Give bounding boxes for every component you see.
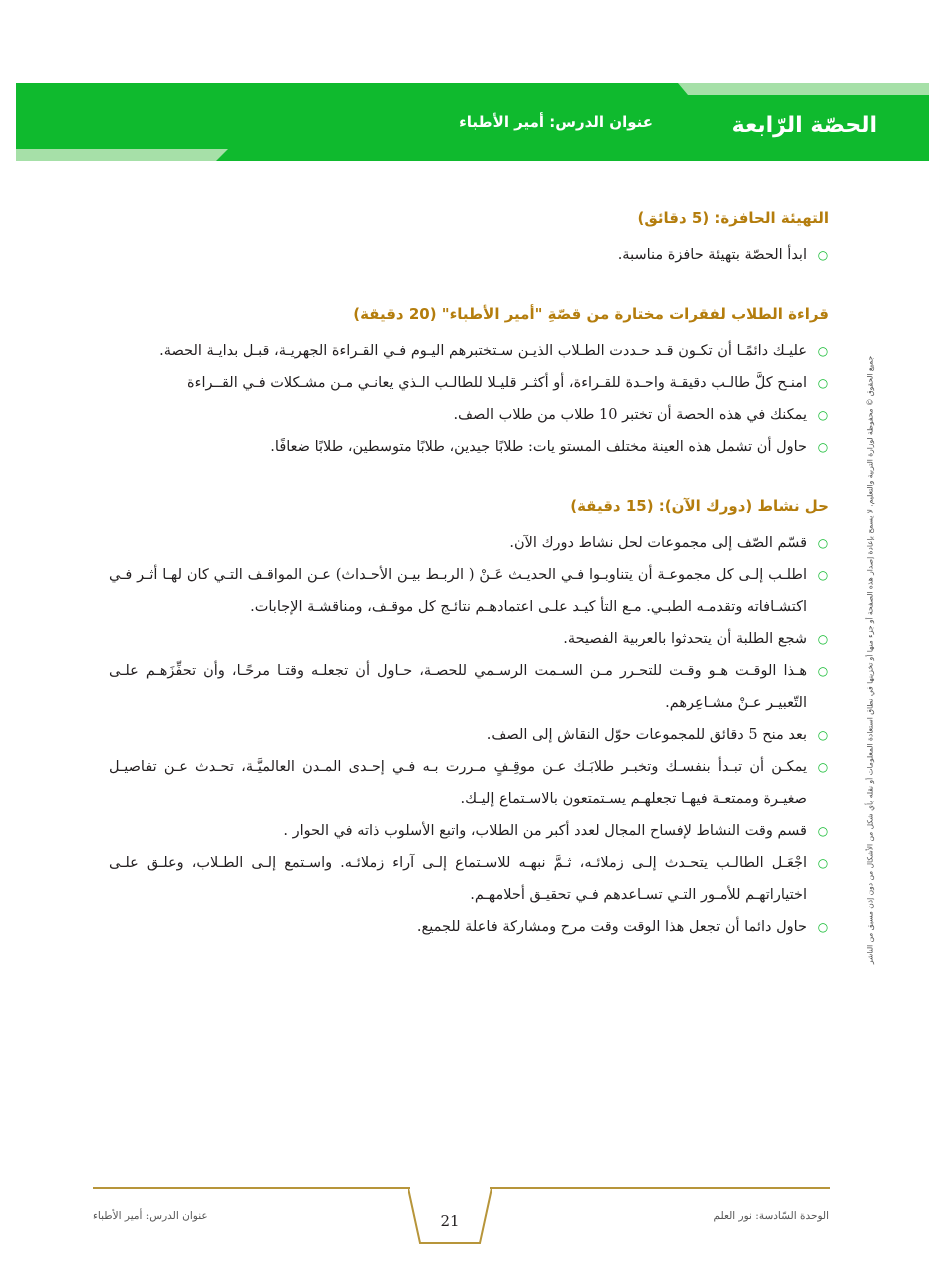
list-item-text: عليـك دائمًـا أن تكـون قـد حـددت الطـلاب الذيـن سـتختبرهم اليـوم فـي القـراءة الجهريـة، قبـل بدايـة الحصة.	[159, 343, 807, 359]
lesson-content	[109, 205, 829, 943]
page-header	[16, 83, 929, 161]
bullet-circle-icon: ○	[817, 568, 829, 582]
list-item	[109, 367, 829, 399]
bullet-circle-icon: ○	[817, 408, 829, 422]
copyright-side-note	[864, 300, 876, 1020]
bullet-circle-icon: ○	[817, 248, 829, 262]
list-item-text: هـذا الوقـت هـو وقـت للتحـرر مـن السـمت الرسـمي للحصـة، حـاول أن تجعلـه وقتـا مرحًـا، وأن تحفِّزَهـم علـى التّعبيـر عـنْ مشـاعِرهم.	[109, 663, 807, 711]
bullet-circle-icon: ○	[817, 664, 829, 678]
section-reading	[109, 301, 829, 463]
section-title: قراءة الطلاب لفقرات مختارة من قصّةِ "أمير الأطباء" (20 دقيقة)	[353, 305, 829, 323]
list-item	[109, 719, 829, 751]
list-item	[109, 559, 829, 623]
list-item-text: ابدأ الحصّة بتهيئة حافزة مناسبة.	[617, 247, 807, 263]
list-item	[109, 655, 829, 719]
list-item	[109, 847, 829, 911]
bullet-circle-icon: ○	[817, 824, 829, 838]
section-title: التهيئة الحافزة: (5 دقائق)	[637, 209, 829, 227]
section-title: حل نشاط (دورك الآن): (15 دقيقة)	[570, 497, 829, 515]
list-item-text: اجْعَـل الطالـب يتحـدث إلـى زملائـه، ثـمَّ نبهـه للاسـتماع إلـى آراء زملائـه. واسـتمع إلـى الطـلاب، وعلـق علـى اختياراتهـم للأمـور التـي تسـاعدهم فـي تحقيـق أحلامهـم.	[109, 855, 807, 903]
list-item-text: بعد منح 5 دقائق للمجموعات حوّل النقاش إلى الصف.	[486, 727, 807, 743]
list-item	[109, 911, 829, 943]
bullet-circle-icon: ○	[817, 728, 829, 742]
bullet-circle-icon: ○	[817, 760, 829, 774]
footer-divider-left	[93, 1187, 410, 1189]
bullet-circle-icon: ○	[817, 920, 829, 934]
list-item-text: يمكنك في هذه الحصة أن تختبر 10 طلاب من طلاب الصف.	[453, 407, 807, 423]
list-item-text: شجع الطلبة أن يتحدثوا بالعربية الفصيحة.	[563, 631, 807, 647]
list-item-text: قسم وقت النشاط لإفساح المجال لعدد أكبر من الطلاب، واتبع الأسلوب ذاته في الحوار .	[283, 823, 807, 839]
list-item	[109, 623, 829, 655]
bullet-circle-icon: ○	[817, 856, 829, 870]
page-number: 21	[440, 1212, 460, 1230]
lesson-title: عنوان الدرس: أمير الأطباء	[459, 113, 653, 131]
copyright-text: جميع الحقوق © محفوظة لوزارة التربية والتعليم. لا يسمح بإعادة إصدار هذه الصفحة أو جزء منها أو تخزينها في نطاق استعادة المعلومات أو نقله بأي شكل من الأشكال من دون إذن مسبق من الناشر	[865, 355, 875, 965]
list-item-text: حاول دائما أن تجعل هذا الوقت وقت مرح ومشاركة فاعلة للجميع.	[416, 919, 807, 935]
header-accent-bottom	[16, 149, 216, 161]
list-item	[109, 335, 829, 367]
list-item-text: اطلـب إلـى كل مجموعـة أن يتناوبـوا فـي الحديـث عَـنْ ( الربـط بيـن الأحـداث) عـن المواقـف التـي كان لهـا أثـر فـي اكتشـافاته وتقدمـه الطبـي. مـع التأ كيـد علـى اعتمادهـم نتائـج كل موقـف، ومناقشـة الإجابات.	[109, 567, 807, 615]
list-item	[109, 399, 829, 431]
list-item	[109, 527, 829, 559]
header-accent-top	[688, 83, 929, 95]
bullet-circle-icon: ○	[817, 536, 829, 550]
list-item	[109, 431, 829, 463]
section-warmup	[109, 205, 829, 271]
list-item-text: قسّم الصّف إلى مجموعات لحل نشاط دورك الآن.	[509, 535, 807, 551]
section-items	[109, 527, 829, 943]
footer-unit-title: الوحدة السّادسة: نور العلم	[713, 1210, 829, 1222]
list-item	[109, 239, 829, 271]
bullet-circle-icon: ○	[817, 344, 829, 358]
list-item	[109, 751, 829, 815]
section-items	[109, 335, 829, 463]
section-items	[109, 239, 829, 271]
list-item-text: حاول أن تشمل هذه العينة مختلف المستو يات: طلابًا جيدين، طلابًا متوسطين، طلابًا ضعافًا.	[270, 439, 807, 455]
list-item	[109, 815, 829, 847]
list-item-text: امنـح كلَّ طالـب دقيقـة واحـدة للقـراءة، أو أكثـر قليـلا للطالـب الـذي يعانـي مـن مشـكلات فـي القــراءة	[187, 375, 807, 391]
bullet-circle-icon: ○	[817, 632, 829, 646]
section-activity	[109, 493, 829, 943]
bullet-circle-icon: ○	[817, 440, 829, 454]
footer-lesson-title: عنوان الدرس: أمير الأطباء	[93, 1210, 208, 1222]
session-title: الحصّة الرّابعة	[731, 113, 877, 138]
list-item-text: يمكـن أن تبـدأ بنفسـك وتخبـر طلابَـك عـن موقِـفٍ مـررت بـه فـي إحـدى المـدن العالميَّـة، تحـدث عـن تفاصيـل صغيـرة وممتعـة فيهـا تجعلهـم يسـتمتعون بالاسـتماع إليـك.	[109, 759, 807, 807]
bullet-circle-icon: ○	[817, 376, 829, 390]
footer-divider-right	[490, 1187, 830, 1189]
